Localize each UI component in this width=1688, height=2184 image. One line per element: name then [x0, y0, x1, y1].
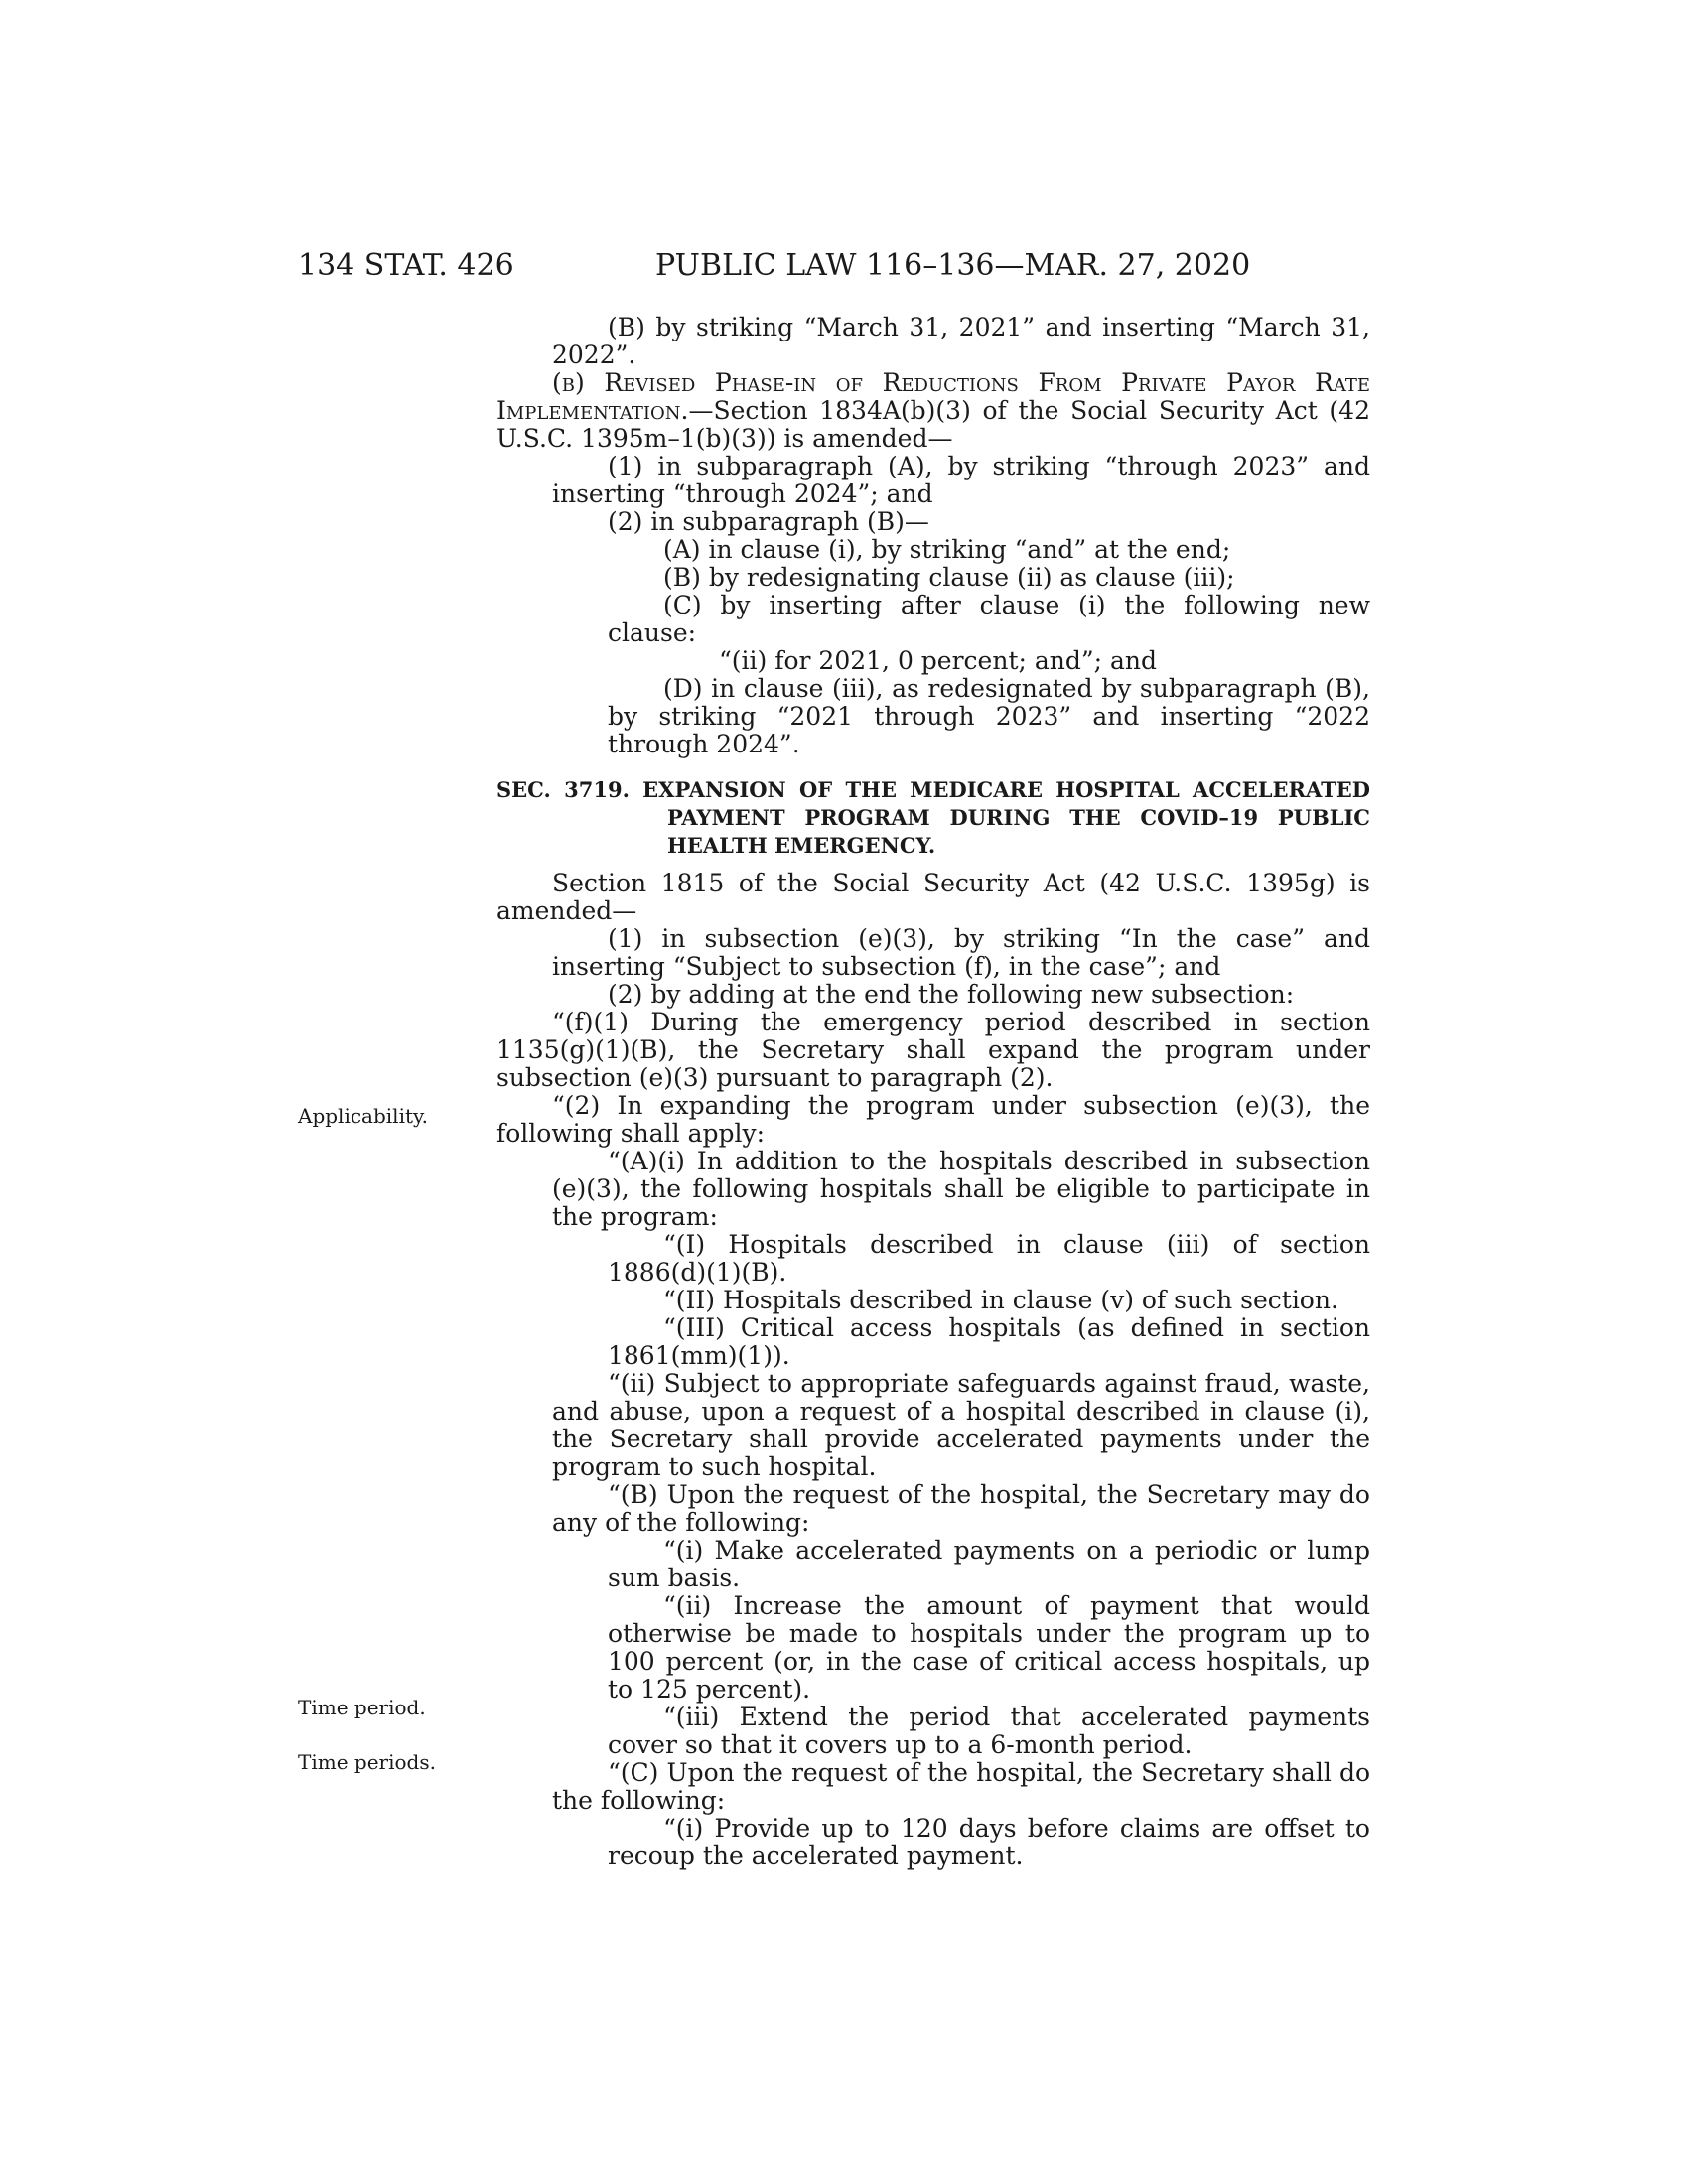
paragraph: (1) in subsection (e)(3), by striking “In the case” and inserting “Subject to subsection (f), in the case”; and	[552, 924, 1370, 981]
paragraph: (C) by inserting after clause (i) the following new clause:	[608, 591, 1370, 647]
paragraph: “(i) Provide up to 120 days before claims are offset to recoup the accelerated payment.	[608, 1814, 1370, 1870]
paragraph: “(2) In expanding the program under subsection (e)(3), the following shall apply:	[496, 1091, 1370, 1148]
public-law-title: PUBLIC LAW 116–136—MAR. 27, 2020	[655, 248, 1251, 283]
paragraph: “(III) Critical access hospitals (as defined in section 1861(mm)(1)).	[608, 1313, 1370, 1370]
margin-note-time-period: Time period.	[298, 1696, 426, 1719]
margin-note-applicability: Applicability.	[298, 1104, 428, 1128]
paragraph: “(i) Make accelerated payments on a periodic or lump sum basis.	[608, 1536, 1370, 1592]
margin-note-time-periods: Time periods.	[298, 1750, 436, 1774]
paragraph: “(ii) Increase the amount of payment that would otherwise be made to hospitals under the program up to 100 percent (or, in the case of critical access hospitals, up to 125 percent).	[608, 1591, 1370, 1704]
paragraph: (D) in clause (iii), as redesignated by subparagraph (B), by striking “2021 through 2023” and inserting “2022 through 2024”.	[608, 674, 1370, 758]
body-text	[496, 314, 1370, 1870]
paragraph: “(ii) for 2021, 0 percent; and”; and	[719, 646, 1158, 675]
paragraph-subsection-b	[496, 369, 1370, 453]
paragraph: “(f)(1) During the emergency period described in section 1135(g)(1)(B), the Secretary shall expand the program under subsection (e)(3) pursuant to paragraph (2).	[496, 1008, 1370, 1092]
page-header	[298, 246, 1390, 286]
paragraph: “(B) Upon the request of the hospital, the Secretary may do any of the following:	[552, 1480, 1370, 1537]
paragraph: (B) by striking “March 31, 2021” and inserting “March 31, 2022”.	[552, 313, 1370, 369]
paragraph: (B) by redesignating clause (ii) as clause (iii);	[663, 563, 1235, 592]
paragraph: “(C) Upon the request of the hospital, the Secretary shall do the following:	[552, 1758, 1370, 1815]
paragraph: “(II) Hospitals described in clause (v) of such section.	[663, 1286, 1338, 1314]
paragraph: “(I) Hospitals described in clause (iii) of section 1886(d)(1)(B).	[608, 1230, 1370, 1287]
section-heading: SEC. 3719. EXPANSION OF THE MEDICARE HOSPITAL ACCELERATED PAYMENT PROGRAM DURING THE COVID–19 PUBLIC HEALTH EMERGENCY.	[496, 777, 1370, 858]
paragraph: “(A)(i) In addition to the hospitals described in subsection (e)(3), the following hospitals shall be eligible to participate in the program:	[552, 1147, 1370, 1231]
paragraph: “(ii) Subject to appropriate safeguards against fraud, waste, and abuse, upon a request of a hospital described in clause (i), the Secretary shall provide accelerated payments under the program to such hospital.	[552, 1369, 1370, 1481]
statute-page-number: 134 STAT. 426	[298, 248, 514, 283]
paragraph: (A) in clause (i), by striking “and” at the end;	[663, 535, 1231, 564]
subsection-heading: (b) Revised Phase-in of Reductions From Private Payor Rate Implementation.	[496, 368, 1370, 425]
paragraph: (2) by adding at the end the following new subsection:	[608, 980, 1295, 1009]
paragraph: Section 1815 of the Social Security Act (42 U.S.C. 1395g) is amended—	[496, 869, 1370, 925]
paragraph: (2) in subparagraph (B)—	[608, 507, 929, 536]
paragraph: “(iii) Extend the period that accelerated payments cover so that it covers up to a 6-month period.	[608, 1703, 1370, 1759]
subsection-text: —Section 1834A(b)(3) of the Social Security Act (42 U.S.C. 1395m–1(b)(3)) is amended—	[496, 396, 1370, 453]
paragraph: (1) in subparagraph (A), by striking “through 2023” and inserting “through 2024”; and	[552, 452, 1370, 508]
